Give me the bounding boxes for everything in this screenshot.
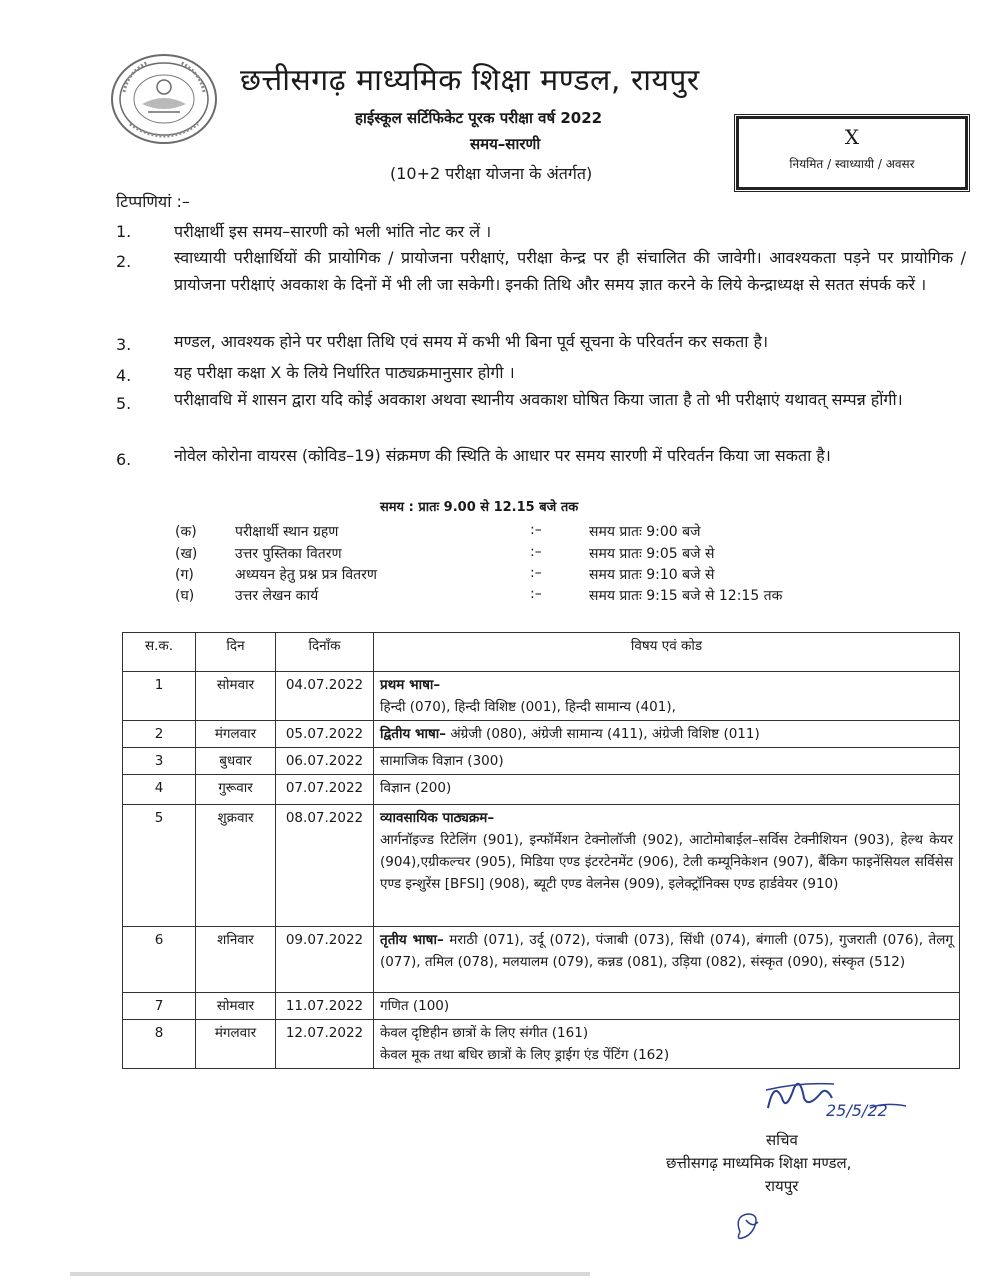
note-number: 6. xyxy=(116,450,132,469)
cell-serial: 1 xyxy=(123,672,196,721)
signatory-org: छत्तीसगढ़ माध्यमिक शिक्षा मण्डल, xyxy=(666,1154,852,1172)
cell-serial: 2 xyxy=(123,721,196,748)
exam-scheme: (10+2 परीक्षा योजना के अंतर्गत) xyxy=(390,164,593,183)
note-item xyxy=(116,244,966,298)
timing-separator: :– xyxy=(530,522,542,538)
cell-subject: गणित (100) xyxy=(374,993,960,1020)
header-serial: स.क. xyxy=(123,633,196,672)
doc-type-heading: समय–सारणी xyxy=(470,135,541,153)
timing-time: समय प्रातः 9:05 बजे से xyxy=(589,546,715,562)
timing-row xyxy=(175,586,835,608)
note-text: स्वाध्यायी परीक्षार्थियों की प्रायोगिक / प्रायोजना परीक्षाएं, परीक्षा केन्द्र पर ही संचालित की जावेगी। आवश्यकता पड़ने पर प्रायोगिक / प्रायोजना परीक्षाएं अवकाश के दिनों में भी ली जा सकेगी। इनकी तिथि और समय ज्ञात करने के लिये केन्द्राध्यक्ष से सतत संपर्क करें । xyxy=(174,248,966,294)
cell-day: गुरूवार xyxy=(196,775,276,805)
subject-heading: द्वितीय भाषा– xyxy=(380,726,447,742)
table-row xyxy=(123,672,960,721)
note-item xyxy=(116,328,966,355)
note-number: 5. xyxy=(116,394,132,413)
header-subject: विषय एवं कोड xyxy=(374,633,960,672)
cell-date: 11.07.2022 xyxy=(276,993,374,1020)
cell-serial: 8 xyxy=(123,1020,196,1069)
timing-time: समय प्रातः 9:00 बजे xyxy=(589,524,701,540)
subject-text-line2: केवल मूक तथा बधिर छात्रों के लिए ड्राईग एंड पेंटिंग (162) xyxy=(380,1047,670,1063)
timing-key: (क) xyxy=(175,524,197,540)
board-seal-icon xyxy=(108,52,220,146)
note-number: 2. xyxy=(116,252,132,271)
subject-text: हिन्दी (070), हिन्दी विशिष्ट (001), हिन्दी सामान्य (401), xyxy=(380,699,676,715)
table-row xyxy=(123,748,960,775)
cell-subject xyxy=(374,1020,960,1069)
signatory-city: रायपुर xyxy=(765,1177,799,1195)
cell-subject xyxy=(374,927,960,993)
cell-serial: 5 xyxy=(123,805,196,927)
note-item xyxy=(116,386,966,413)
timing-time: समय प्रातः 9:10 बजे से xyxy=(589,567,715,583)
note-item xyxy=(116,442,966,469)
cell-subject xyxy=(374,721,960,748)
timing-heading: समय : प्रातः 9.00 से 12.15 बजे तक xyxy=(380,500,579,515)
timing-key: (ख) xyxy=(175,546,198,562)
note-text: मण्डल, आवश्यक होने पर परीक्षा तिथि एवं समय में कभी भी बिना पूर्व सूचना के परिवर्तन कर सकता है। xyxy=(174,332,769,351)
cell-serial: 4 xyxy=(123,775,196,805)
cell-serial: 6 xyxy=(123,927,196,993)
cell-day: मंगलवार xyxy=(196,721,276,748)
notes-heading: टिप्पणियां :– xyxy=(116,192,190,211)
cell-subject: विज्ञान (200) xyxy=(374,775,960,805)
cell-date: 04.07.2022 xyxy=(276,672,374,721)
candidate-category: नियमित / स्वाध्यायी / अवसर xyxy=(789,157,915,171)
cell-serial: 3 xyxy=(123,748,196,775)
class-box xyxy=(736,116,968,190)
signature-date: 25/5/22 xyxy=(826,1101,888,1120)
table-row xyxy=(123,1020,960,1069)
note-item xyxy=(116,218,966,245)
timing-row xyxy=(175,544,835,566)
cell-day: शनिवार xyxy=(196,927,276,993)
cell-subject xyxy=(374,805,960,927)
table-row xyxy=(123,721,960,748)
timing-separator: :– xyxy=(530,586,542,602)
timing-key: (घ) xyxy=(175,588,195,604)
footer-faint-text-icon xyxy=(70,1268,590,1280)
subject-heading: तृतीय भाषा– xyxy=(380,932,444,948)
exam-subtitle: हाईस्कूल सर्टिफिकेट पूरक परीक्षा वर्ष 2022 xyxy=(355,109,603,127)
header-date: दिनाँक xyxy=(276,633,374,672)
table-row xyxy=(123,993,960,1020)
cell-subject: सामाजिक विज्ञान (300) xyxy=(374,748,960,775)
note-text: परीक्षावधि में शासन द्वारा यदि कोई अवकाश अथवा स्थानीय अवकाश घोषित किया जाता है तो भी परीक्षाएं यथावत् सम्पन्न होंगी। xyxy=(174,390,903,409)
initials-mark-icon xyxy=(728,1202,768,1246)
cell-date: 08.07.2022 xyxy=(276,805,374,927)
timing-row xyxy=(175,565,835,587)
cell-day: सोमवार xyxy=(196,993,276,1020)
note-text: परीक्षार्थी इस समय–सारणी को भली भांति नोट कर लें । xyxy=(174,222,492,241)
table-row xyxy=(123,805,960,927)
timing-separator: :– xyxy=(530,544,542,560)
cell-subject xyxy=(374,672,960,721)
subject-heading: व्यावसायिक पाठ्यक्रम– xyxy=(380,810,495,826)
timing-row xyxy=(175,522,835,544)
cell-day: मंगलवार xyxy=(196,1020,276,1069)
note-item xyxy=(116,359,966,386)
note-number: 1. xyxy=(116,222,132,241)
timing-separator: :– xyxy=(530,565,542,581)
timing-label: अध्ययन हेतु प्रश्न प्रत्र वितरण xyxy=(235,567,377,583)
board-title: छत्तीसगढ़ माध्यमिक शिक्षा मण्डल, रायपुर xyxy=(240,63,700,98)
header-day: दिन xyxy=(196,633,276,672)
timing-label: परीक्षार्थी स्थान ग्रहण xyxy=(235,524,339,540)
subject-text: केवल दृष्टिहीन छात्रों के लिए संगीत (161) xyxy=(380,1025,589,1041)
cell-day: सोमवार xyxy=(196,672,276,721)
cell-date: 06.07.2022 xyxy=(276,748,374,775)
table-row xyxy=(123,775,960,805)
note-number: 3. xyxy=(116,335,132,354)
subject-text: अंग्रेजी (080), अंग्रेजी सामान्य (411), अंग्रेजी विशिष्ट (011) xyxy=(450,726,760,742)
cell-date: 05.07.2022 xyxy=(276,721,374,748)
cell-date: 12.07.2022 xyxy=(276,1020,374,1069)
subject-text: मराठी (071), उर्दू (072), पंजाबी (073), सिंधी (074), बंगाली (075), गुजराती (076), तेलगू (077), तमिल (078), मलयालम (079), कन्नड (081), उड़िया (082), संस्कृत (090), संस्कृत (512) xyxy=(380,932,953,970)
timing-label: उत्तर लेखन कार्य xyxy=(235,588,319,604)
cell-day: बुधवार xyxy=(196,748,276,775)
class-label: X xyxy=(844,125,860,149)
secretary-signature-icon xyxy=(760,1068,910,1128)
table-header-row xyxy=(123,633,960,672)
timing-label: उत्तर पुस्तिका वितरण xyxy=(235,546,342,562)
signatory-designation: सचिव xyxy=(766,1131,798,1149)
timing-time: समय प्रातः 9:15 बजे से 12:15 तक xyxy=(589,588,783,604)
subject-text: आर्गनॉइज्ड रिटेलिंग (901), इन्फॉर्मेशन टेक्नोलॉजी (902), आटोमोबाईल–सर्विस टेक्नीशियन (903), हेल्थ केयर (904),एग्रीकल्चर (905), मिडिया एण्ड इंटरटेनमेंट (906), टेली कम्यूनिकेशन (907), बैंकिग फाइनेंसियल सर्विसेस एण्ड इन्शुरेंस [BFSI] (908), ब्यूटी एण्ड वेलनेस (909), इलेक्ट्रॉनिक्स एण्ड हार्डवेयर (910) xyxy=(380,832,953,892)
cell-day: शुक्रवार xyxy=(196,805,276,927)
subject-heading: प्रथम भाषा– xyxy=(380,677,441,693)
cell-date: 07.07.2022 xyxy=(276,775,374,805)
table-row xyxy=(123,927,960,993)
timetable xyxy=(122,632,960,1069)
timing-key: (ग) xyxy=(175,567,194,583)
note-text: यह परीक्षा कक्षा X के लिये निर्धारित पाठ्यक्रमानुसार होगी । xyxy=(174,363,515,382)
cell-date: 09.07.2022 xyxy=(276,927,374,993)
note-text: नोवेल कोरोना वायरस (कोविड–19) संक्रमण की स्थिति के आधार पर समय सारणी में परिवर्तन किया जा सकता है। xyxy=(174,446,831,465)
cell-serial: 7 xyxy=(123,993,196,1020)
note-number: 4. xyxy=(116,366,132,385)
